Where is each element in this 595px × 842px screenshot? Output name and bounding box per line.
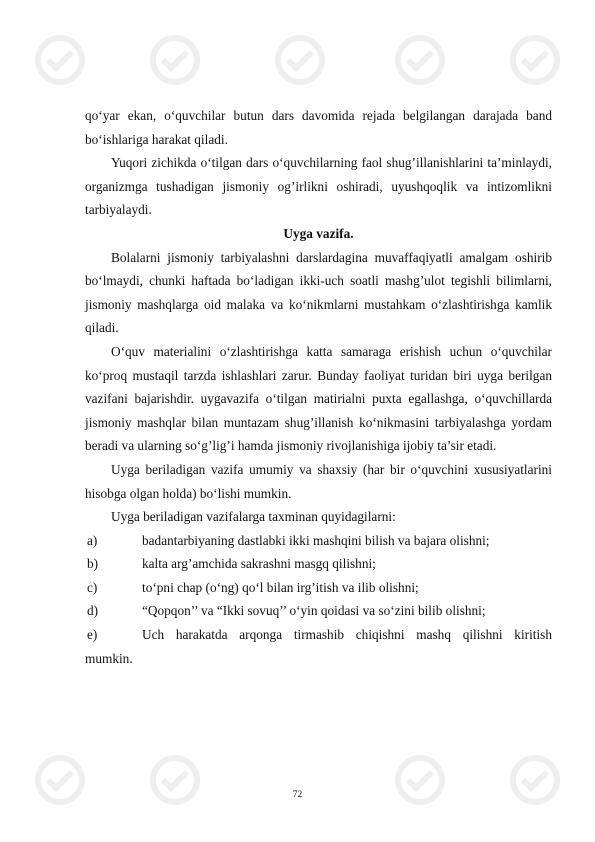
list-marker: e) xyxy=(87,627,98,643)
watermark-logo-icon xyxy=(278,38,322,82)
list-item xyxy=(85,599,552,623)
list-marker: a) xyxy=(87,532,98,548)
list-item xyxy=(85,623,552,670)
list-marker: d) xyxy=(87,603,99,619)
paragraph-dense-lesson: Yuqori zichikda o‘tilgan dars o‘quvchilarning faol shug’illanishlarini ta’minlaydi, organizmga tushadigan jismoniy og’irlikni oshiradi, uyushqoqlik va intizomlikni tarbiyalaydi. xyxy=(85,155,552,218)
list-item-text: “Qopqon’’ va “Ikki sovuq’’ o‘yin qoidasi va so‘zini bilib olishni; xyxy=(142,603,486,619)
list-marker: b) xyxy=(87,556,99,572)
section-heading: Uyga vazifa. xyxy=(283,225,354,241)
list-marker: c) xyxy=(87,579,98,595)
paragraph-homework-intro: Uyga beriladigan vazifalarga taxminan quyidagilarni: xyxy=(111,509,396,525)
paragraph-physical-education: Bolalarni jismoniy tarbiyalashni darslardagina muvaffaqiyatli amalgam oshirib bo‘lmaydi, chunki haftada bo‘ladigan ikki-uch soatli mashg’ulot tegishli bilimlarni, jismoniy mashqlarga oid malaka va ko‘nikmlarni mustahkam o‘zlashtirishga kamlik qiladi. xyxy=(85,249,552,336)
list-item-text-line2: mumkin. xyxy=(85,650,133,666)
page-content xyxy=(85,104,552,670)
list-item-text-line1: Uch harakatda arqonga tirmashib chiqishni mashq qilishni kiritish xyxy=(142,627,552,643)
list-item-text: to‘pni chap (o‘ng) qo‘l bilan irg’itish va ilib olishni; xyxy=(142,579,419,595)
watermark-logo-icon xyxy=(38,38,82,82)
paragraph-continuation: qo‘yar ekan, o‘quvchilar butun dars davomida rejada belgilangan darajada band bo‘ishlariga harakat qiladi. xyxy=(85,108,552,147)
list-item-text: kalta arg’amchida sakrashni masgq qilishni; xyxy=(142,556,376,572)
list-item xyxy=(85,552,552,576)
list-item xyxy=(85,529,552,553)
page-number: 72 xyxy=(292,790,303,800)
watermark-logo-icon xyxy=(153,38,197,82)
watermark-logo-icon xyxy=(398,38,442,82)
list-item-text: badantarbiyaning dastlabki ikki mashqini bilish va bajara olishni; xyxy=(142,532,490,548)
paragraph-independent-work: O‘quv materialini o‘zlashtirishga katta samaraga erishish uchun o‘quvchilar ko‘proq mustaqil tarzda ishlashlari zarur. Bunday faoliyat turidan biri uyga berilgan vazifani bajarishdir. uygavazifa o‘tilgan matirialni puxta egallashga, o‘quvchillarda jismoniy mashqlar bilan muntazam shug’illanish ko‘nikmasini tarbiyalashga yordam beradi va ularning so‘g’lig’i hamda jismoniy rivojlanishiga ijobiy ta’sir etadi. xyxy=(85,343,552,454)
paragraph-homework-types: Uyga beriladigan vazifa umumiy va shaxsiy (har bir o‘quvchini xususiyatlarini hisobga olgan holda) bo‘lishi mumkin. xyxy=(85,461,552,501)
watermark-logo-icon xyxy=(513,38,557,82)
list-item xyxy=(85,576,552,600)
